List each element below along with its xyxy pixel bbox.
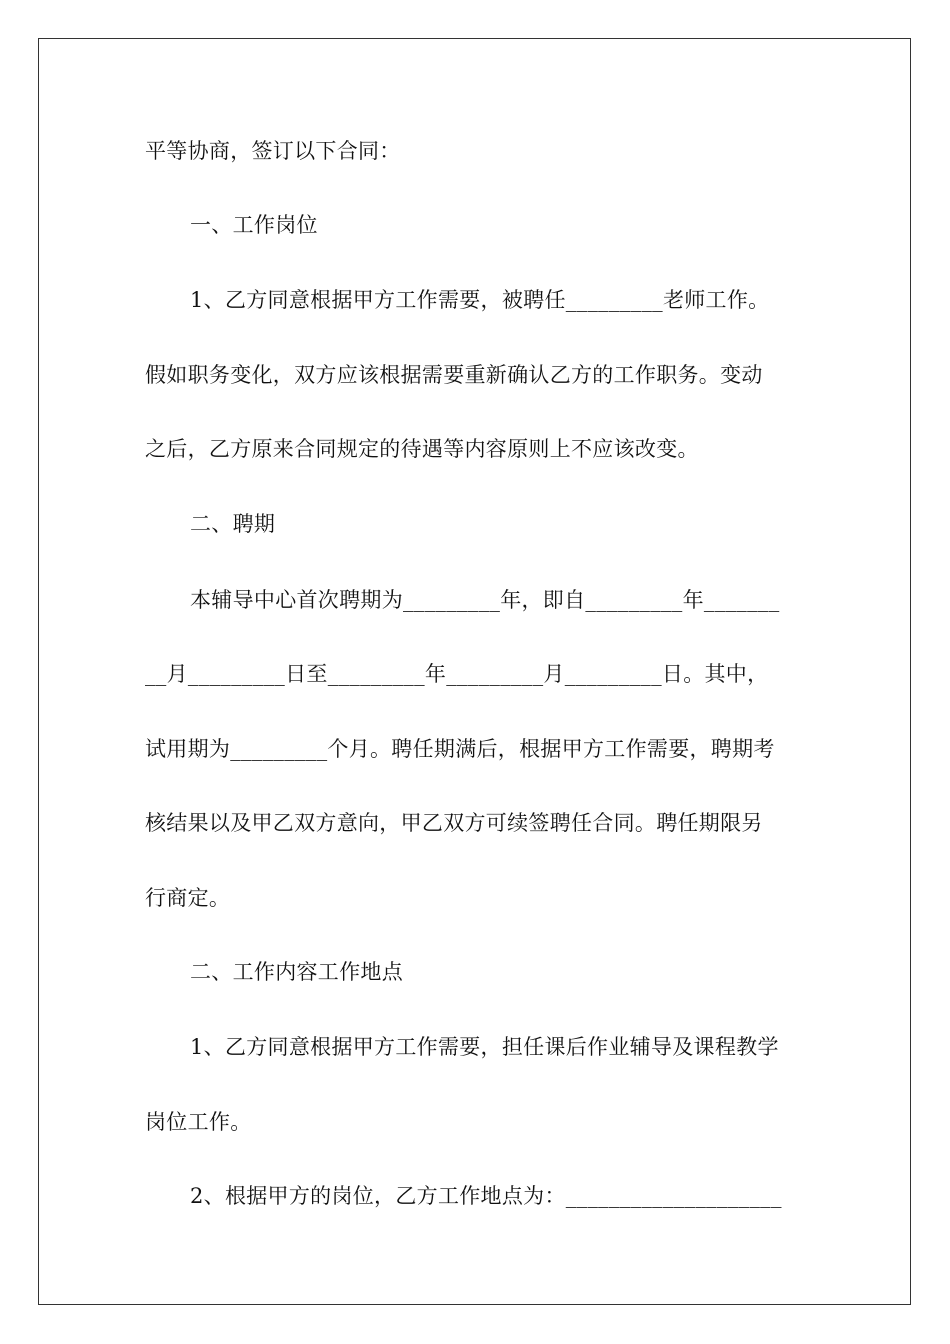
section-heading: 一、工作岗位 (190, 213, 318, 237)
text-line: 试用期为_________个月。聘任期满后，根据甲方工作需要，聘期考 (145, 737, 775, 761)
section-heading: 二、工作内容工作地点 (190, 960, 403, 984)
text-line: 本辅导中心首次聘期为_________年，即自_________年_______ (190, 588, 780, 612)
text-line: 假如职务变化，双方应该根据需要重新确认乙方的工作职务。变动 (145, 363, 763, 387)
text-line: __月_________日至_________年_________月_________日。其中， (145, 662, 769, 686)
text-line: 1、乙方同意根据甲方工作需要，被聘任_________老师工作。 (190, 288, 770, 312)
text-line: 岗位工作。 (145, 1110, 252, 1134)
section-heading: 二、聘期 (190, 512, 276, 536)
text-line: 行商定。 (145, 886, 231, 910)
text-line: 1、乙方同意根据甲方工作需要，担任课后作业辅导及课程教学 (190, 1035, 779, 1059)
text-line: 之后，乙方原来合同规定的待遇等内容原则上不应该改变。 (145, 437, 699, 461)
text-line: 2、根据甲方的岗位，乙方工作地点为：____________________ (190, 1184, 782, 1208)
text-line: 核结果以及甲乙双方意向，甲乙双方可续签聘任合同。聘任期限另 (145, 811, 763, 835)
text-line: 平等协商，签订以下合同： (145, 139, 401, 163)
